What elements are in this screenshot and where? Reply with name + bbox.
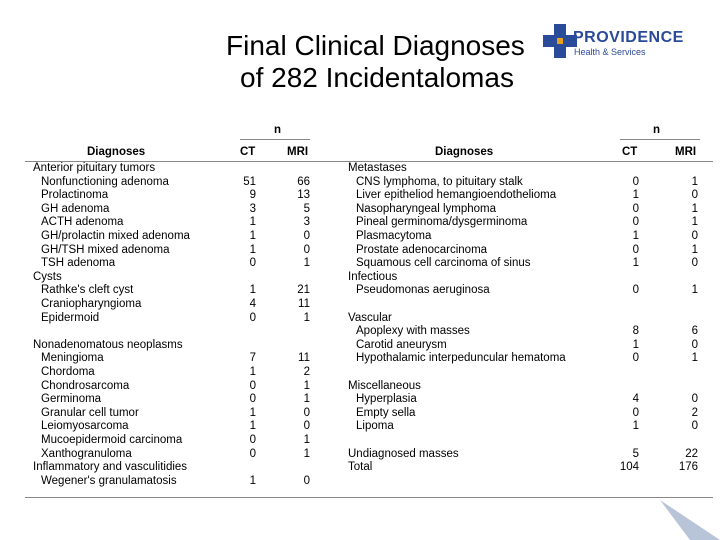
ct-count: 0 [249, 379, 256, 392]
ct-count: 1 [249, 216, 256, 229]
logo-subtitle: Health & Services [574, 47, 646, 57]
col-diagnoses-left: Diagnoses [87, 146, 146, 158]
col-ct-right: CT [622, 146, 638, 158]
title-line-1: Final Clinical Diagnoses [226, 30, 525, 61]
diagnosis-label: Xanthogranuloma [41, 447, 132, 460]
diagnosis-label: Germinoma [41, 393, 102, 406]
ct-count: 0 [632, 175, 639, 188]
n-underline-right [620, 139, 700, 140]
corner-decoration [660, 500, 720, 540]
diagnosis-label: Hypothalamic interpeduncular hematoma [356, 352, 566, 365]
ct-count: 0 [632, 243, 639, 256]
n-underline-left [240, 139, 310, 140]
diagnosis-label: Apoplexy with masses [356, 325, 470, 338]
diagnosis-label: Chordoma [41, 366, 95, 378]
mri-count: 1 [303, 434, 310, 446]
mri-count: 11 [298, 298, 310, 310]
diagnosis-label: Prolactinoma [41, 189, 109, 202]
mri-count: 0 [691, 420, 698, 433]
ct-count: 0 [249, 257, 256, 270]
category-label: Infectious [348, 270, 398, 283]
mri-count: 0 [691, 338, 698, 351]
diagnosis-label: GH adenoma [41, 202, 110, 215]
mri-count: 22 [685, 447, 698, 460]
diagnosis-label: Mucoepidermoid carcinoma [41, 434, 183, 446]
category-label: Undiagnosed masses [348, 447, 459, 460]
ct-count: 7 [249, 352, 256, 365]
mri-count: 0 [691, 393, 698, 406]
col-ct-left: CT [240, 146, 256, 158]
diagnosis-label: Pineal germinoma/dysgerminoma [356, 216, 528, 229]
mri-count: 1 [303, 379, 310, 392]
col-mri-left: MRI [287, 146, 309, 158]
mri-count: 1 [303, 257, 310, 270]
mri-count: 1 [691, 175, 698, 188]
diagnosis-label: Plasmacytoma [356, 230, 432, 242]
mri-count: 1 [691, 243, 698, 256]
diagnosis-label: Carotid aneurysm [356, 338, 447, 351]
diagnosis-label: Meningioma [41, 352, 104, 365]
diagnosis-label: Epidermoid [41, 311, 100, 324]
mri-count: 0 [303, 420, 310, 433]
mri-count: 13 [297, 189, 310, 202]
ct-count: 5 [632, 447, 639, 460]
ct-count: 1 [249, 420, 256, 433]
ct-count: 0 [249, 447, 256, 460]
ct-count: 1 [249, 366, 256, 378]
mri-count: 1 [691, 284, 698, 297]
mri-count: 0 [303, 243, 310, 256]
mri-count: 0 [303, 474, 310, 487]
ct-count: 51 [243, 175, 256, 188]
mri-count: 2 [691, 406, 698, 419]
ct-count: 1 [632, 230, 639, 242]
mri-count: 1 [691, 352, 698, 365]
ct-count: 0 [249, 393, 256, 406]
title-line-2: of 282 Incidentalomas [240, 62, 514, 93]
ct-count: 1 [249, 474, 256, 487]
ct-count: 0 [632, 406, 639, 419]
mri-count: 0 [303, 230, 310, 242]
ct-count: 1 [632, 420, 639, 433]
mri-count: 0 [691, 230, 698, 242]
mri-count: 6 [691, 325, 698, 338]
category-label: Metastases [348, 162, 407, 174]
diagnosis-label: Lipoma [356, 420, 394, 433]
n-header-right: n [653, 124, 661, 136]
diagnosis-label: Nasopharyngeal lymphoma [356, 202, 496, 215]
category-label: Inflammatory and vasculitidies [33, 461, 188, 474]
diagnosis-label: Hyperplasia [356, 393, 417, 406]
n-header-left: n [274, 124, 282, 136]
cross-icon [543, 24, 577, 58]
category-label: Nonadenomatous neoplasms [33, 338, 183, 351]
category-label: Anterior pituitary tumors [33, 162, 156, 174]
ct-count: 1 [632, 338, 639, 351]
mri-count: 0 [303, 406, 310, 419]
mri-count: 3 [303, 216, 310, 229]
ct-count: 0 [249, 311, 256, 324]
category-label: Total [348, 461, 373, 474]
ct-count: 9 [249, 189, 256, 202]
diagnosis-label: Squamous cell carcinoma of sinus [356, 257, 531, 270]
mri-count: 11 [298, 352, 310, 365]
diagnosis-label: Chondrosarcoma [41, 379, 130, 392]
col-mri-right: MRI [675, 146, 697, 158]
ct-count: 4 [249, 298, 256, 310]
bottom-rule [25, 497, 713, 498]
ct-count: 104 [619, 461, 639, 474]
mri-count: 1 [691, 216, 698, 229]
ct-count: 0 [249, 434, 256, 446]
mri-count: 66 [297, 175, 310, 188]
mri-count: 5 [303, 202, 310, 215]
ct-count: 1 [249, 284, 256, 297]
ct-count: 1 [249, 230, 256, 242]
providence-logo [543, 24, 703, 64]
mri-count: 0 [691, 189, 698, 202]
diagnosis-label: Wegener's granulamatosis [41, 474, 177, 487]
ct-count: 8 [632, 325, 639, 338]
mri-count: 176 [678, 461, 698, 474]
ct-count: 1 [632, 257, 639, 270]
diagnosis-label: Pseudomonas aeruginosa [356, 284, 490, 297]
diagnosis-label: Rathke's cleft cyst [41, 284, 134, 297]
category-label: Vascular [348, 311, 392, 324]
ct-count: 0 [632, 352, 639, 365]
diagnosis-label: Empty sella [356, 406, 416, 419]
diagnosis-label: CNS lymphoma, to pituitary stalk [356, 175, 523, 188]
mri-count: 1 [303, 311, 310, 324]
mri-count: 0 [691, 257, 698, 270]
ct-count: 0 [632, 284, 639, 297]
logo-brand-name: PROVIDENCE [573, 29, 684, 46]
ct-count: 3 [249, 202, 256, 215]
mri-count: 1 [303, 447, 310, 460]
mri-count: 2 [303, 366, 310, 378]
category-label: Cysts [33, 270, 62, 283]
diagnosis-label: Craniopharyngioma [41, 298, 142, 310]
diagnoses-table [25, 122, 713, 500]
diagnosis-label: Granular cell tumor [41, 406, 139, 419]
diagnosis-label: Leiomyosarcoma [41, 420, 129, 433]
ct-count: 0 [632, 216, 639, 229]
diagnosis-label: Nonfunctioning adenoma [41, 175, 169, 188]
category-label: Miscellaneous [348, 379, 421, 392]
diagnosis-label: Liver epitheliod hemangioendothelioma [356, 189, 557, 202]
mri-count: 21 [297, 284, 310, 297]
ct-count: 1 [249, 243, 256, 256]
diagnosis-label: Prostate adenocarcinoma [356, 243, 488, 256]
diagnosis-label: GH/prolactin mixed adenoma [41, 230, 190, 242]
diagnosis-label: GH/TSH mixed adenoma [41, 243, 170, 256]
ct-count: 1 [249, 406, 256, 419]
mri-count: 1 [691, 202, 698, 215]
col-diagnoses-right: Diagnoses [435, 146, 494, 158]
ct-count: 4 [632, 393, 639, 406]
diagnosis-label: TSH adenoma [41, 257, 116, 270]
diagnosis-label: ACTH adenoma [41, 216, 124, 229]
ct-count: 1 [632, 189, 639, 202]
mri-count: 1 [303, 393, 310, 406]
ct-count: 0 [632, 202, 639, 215]
slide-title [226, 30, 525, 94]
